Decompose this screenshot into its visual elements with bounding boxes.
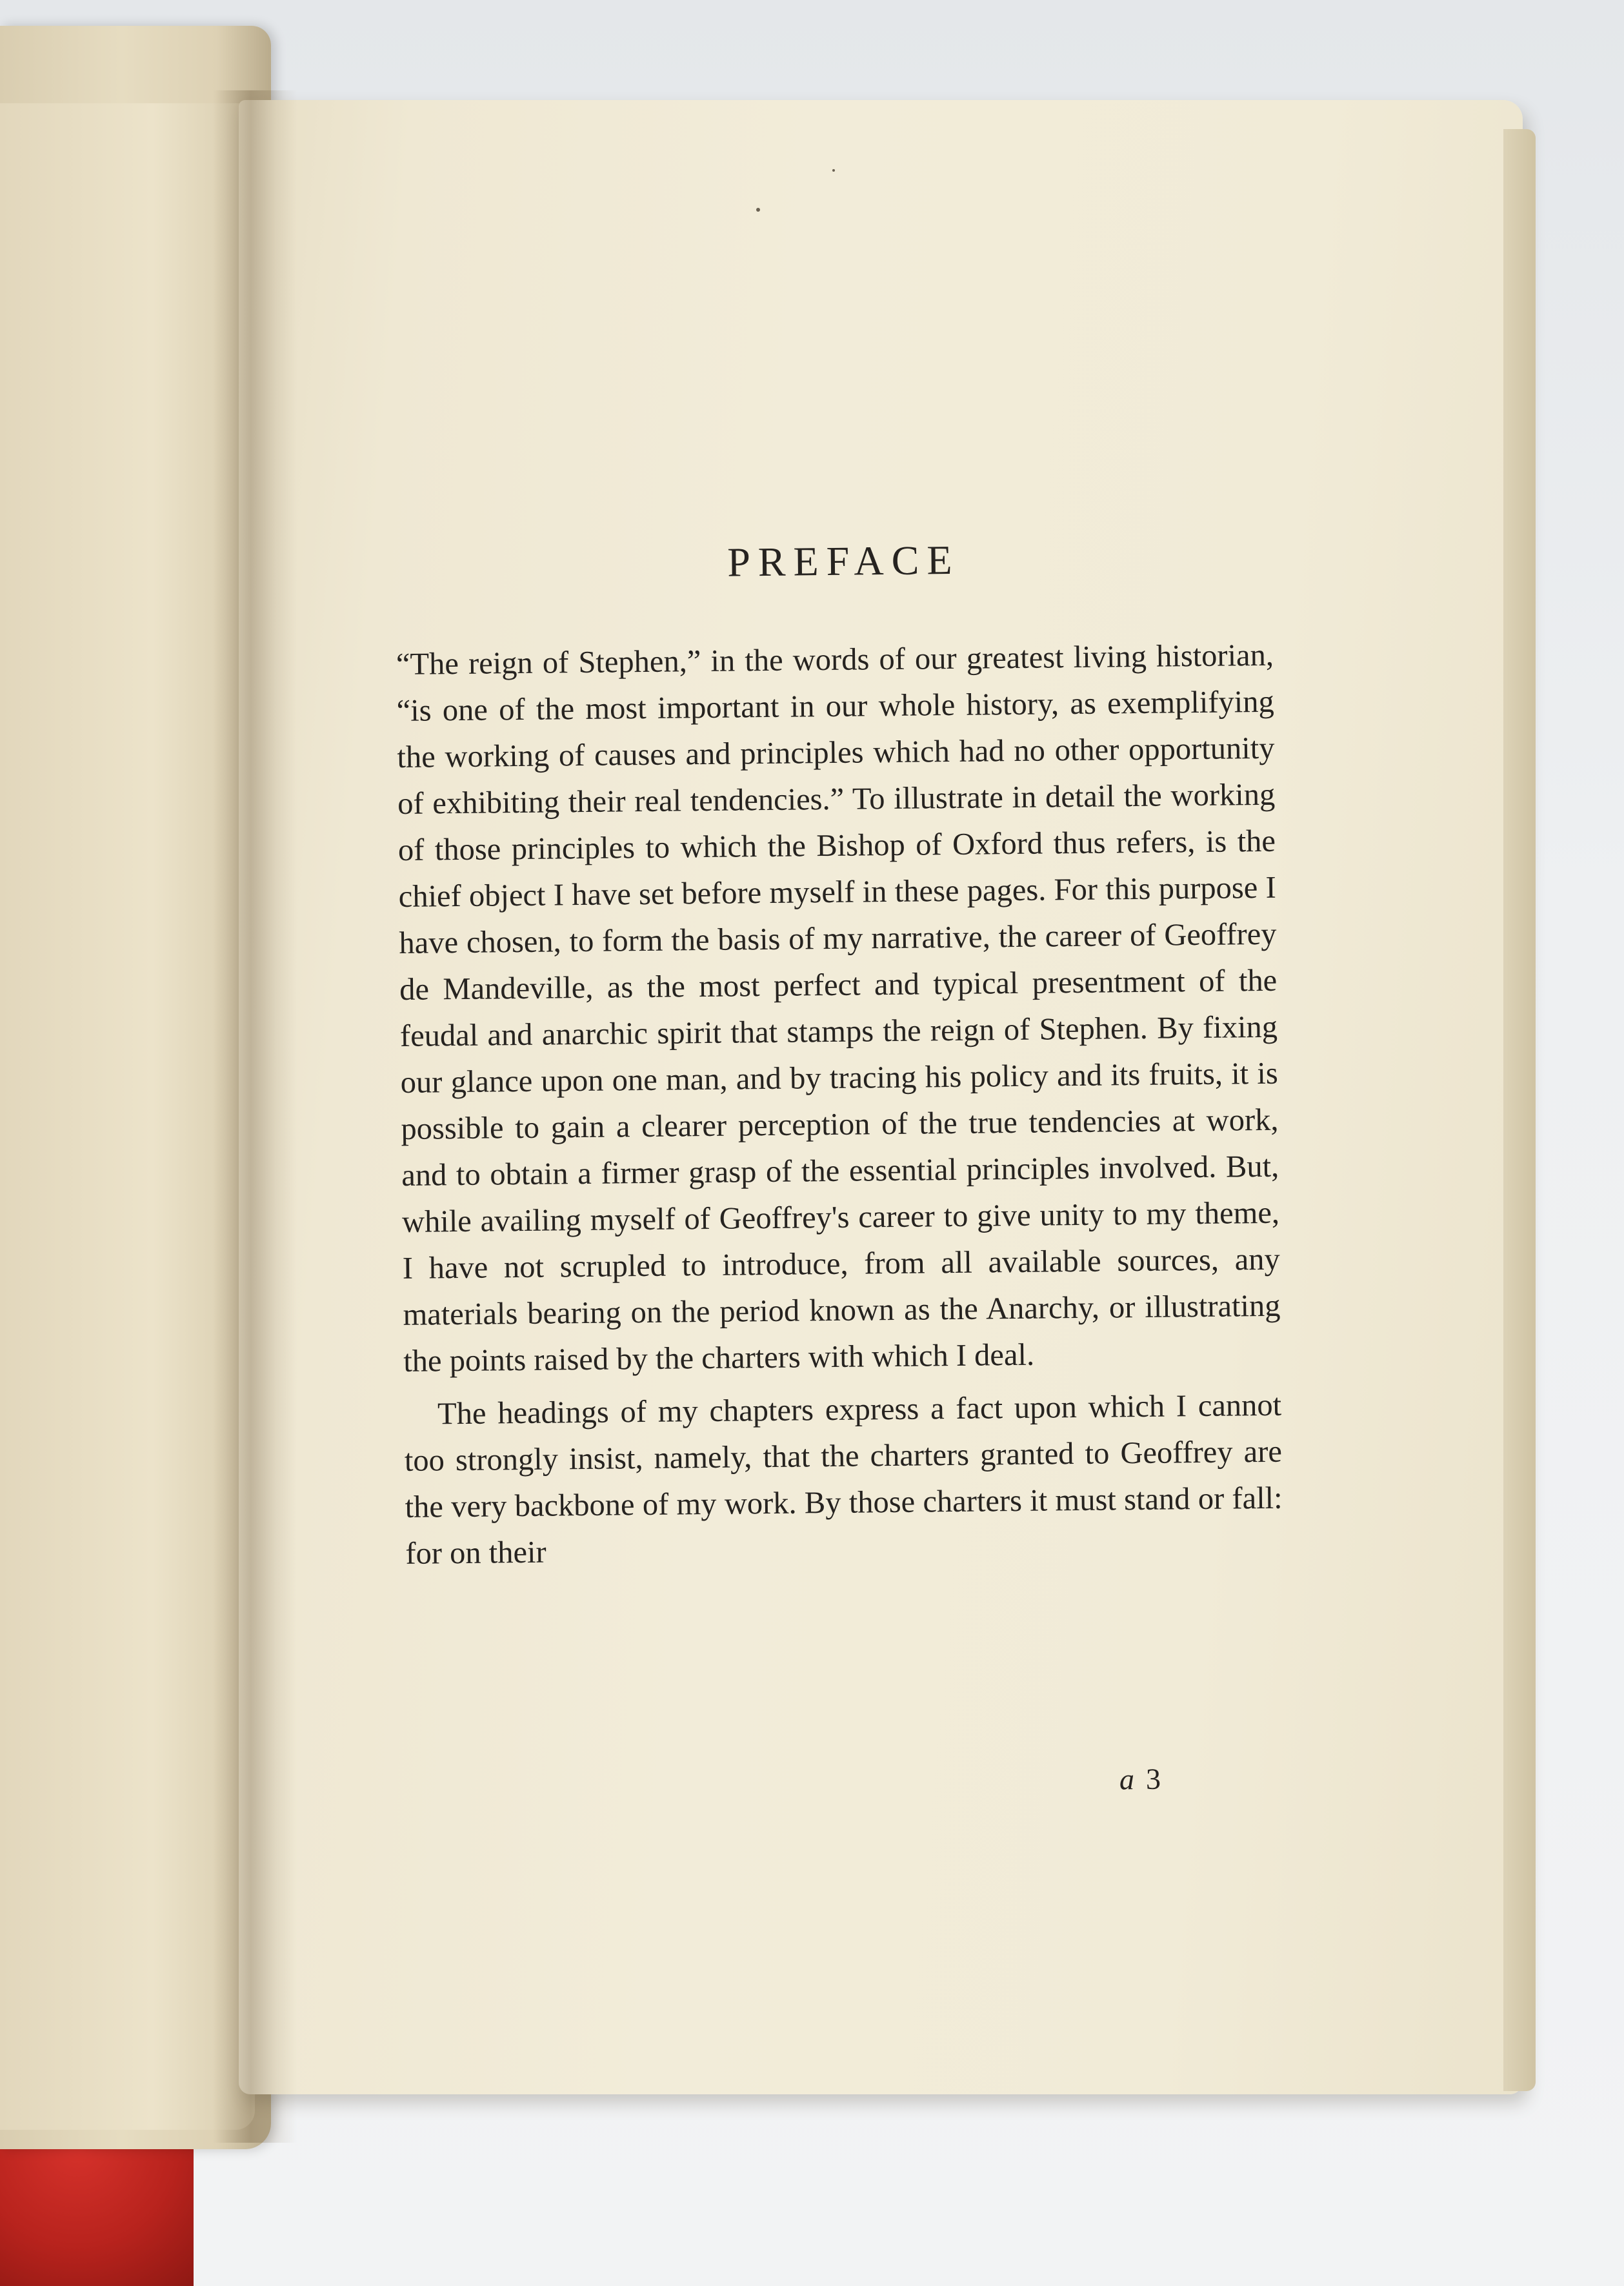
paper-speck bbox=[832, 169, 835, 172]
page-text bbox=[395, 533, 1283, 1577]
page-edges bbox=[1503, 129, 1536, 2091]
paragraph-1: “The reign of Stephen,” in the words of our greatest living historian, “is one of the most important in our whole history, as exemplifying the working of causes and principles which had no other opportunity of exhibiting their real tendencies.” To illustrate in detail the working of those principles to which the Bishop of Oxford thus refers, is the chief object I have set before myself in these pages. For this purpose I have chosen, to form the basis of my narrative, the career of Geoffrey de Mandeville, as the most perfect and typical presentment of the feudal and anarchic spirit that stamps the reign of Stephen. By fixing our glance upon one man, and by tracing his policy and its fruits, it is possible to gain a clearer perception of the true tendencies at work, and to obtain a firmer grasp of the essential principles involved. But, while availing myself of Geoffrey's career to give unity to my theme, I have not scrupled to introduce, from all available sources, any materials bearing on the period known as the Anarchy, or illustrating the points raised by the charters with which I deal. bbox=[396, 638, 1281, 1379]
signature-mark bbox=[1119, 1762, 1161, 1797]
signature-number: 3 bbox=[1145, 1762, 1161, 1795]
signature-letter: a bbox=[1119, 1763, 1135, 1796]
page-title: PREFACE bbox=[727, 536, 960, 585]
book-gutter-shadow bbox=[213, 90, 297, 2143]
paragraph-2: The headings of my chapters express a fact upon which I cannot too strongly insist, namely, that the charters granted to Geoffrey are the very backbone of my work. By those charters it must stand or fall: for on their bbox=[404, 1388, 1283, 1571]
paper-speck bbox=[756, 208, 760, 212]
